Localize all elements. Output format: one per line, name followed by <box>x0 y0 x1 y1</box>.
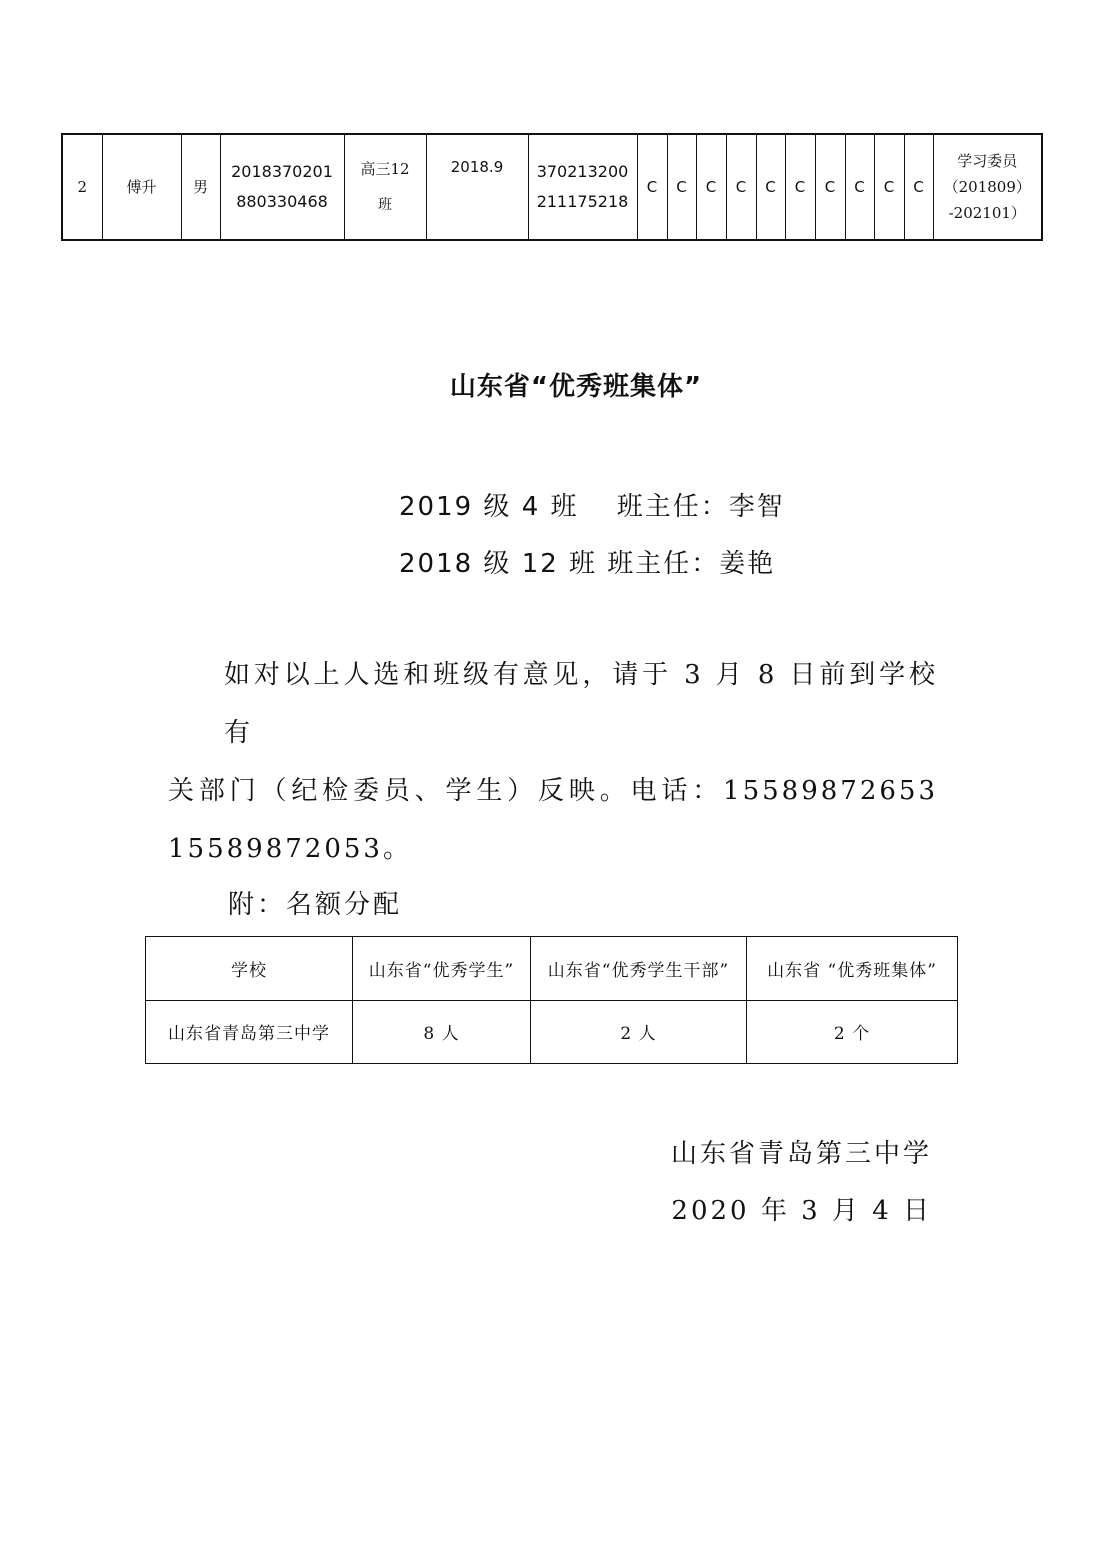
class-line-2018: 2018 级 12 班 班主任：姜艳 <box>399 549 776 579</box>
student-name: 傅升 <box>102 134 181 240</box>
signature-school: 山东省青岛第三中学 <box>670 1139 932 1169</box>
header-excellent-student: 山东省“优秀学生” <box>353 937 531 1001</box>
quota-table <box>145 936 958 1064</box>
notice-paragraph <box>168 646 938 878</box>
student-id-line2: 880330468 <box>236 192 328 211</box>
grade-cell: C <box>667 134 696 240</box>
grade-cell: C <box>874 134 904 240</box>
grade-cell: C <box>696 134 726 240</box>
row-index: 2 <box>62 134 102 240</box>
cell-student-quota: 8 人 <box>353 1000 531 1064</box>
table-row <box>62 134 1042 240</box>
position-line1: 学习委员 <box>957 151 1018 170</box>
header-excellent-cadre: 山东省“优秀学生干部” <box>531 937 747 1001</box>
position-line3: -202101） <box>948 204 1026 223</box>
table-header-row <box>146 937 958 1001</box>
cell-school: 山东省青岛第三中学 <box>146 1000 353 1064</box>
student-id-line1: 2018370201 <box>231 161 333 181</box>
id-card-line2: 211175218 <box>536 192 629 211</box>
student-gender: 男 <box>181 134 220 240</box>
grade-cell: C <box>845 134 874 240</box>
student-class <box>344 134 426 240</box>
notice-line2: 关部门（纪检委员、学生）反映。电话：15589872653 <box>168 776 938 806</box>
grade-cell: C <box>726 134 756 240</box>
enroll-date: 2018.9 <box>426 134 528 240</box>
class-line2: 班 <box>378 196 392 213</box>
header-school: 学校 <box>146 937 353 1001</box>
student-row-table <box>61 133 1043 241</box>
appendix-label: 附：名额分配 <box>228 890 403 920</box>
grade-cell: C <box>785 134 815 240</box>
grade-cell: C <box>904 134 933 240</box>
grade-cell: C <box>756 134 785 240</box>
section-title: 山东省“优秀班集体” <box>449 372 703 402</box>
table-row <box>146 1000 958 1064</box>
cell-class-quota: 2 个 <box>747 1000 958 1064</box>
id-card <box>528 134 637 240</box>
class-line1: 高三12 <box>360 160 410 179</box>
id-card-line1: 370213200 <box>536 161 629 181</box>
class-line-2019: 2019 级 4 班 班主任：李智 <box>399 492 785 522</box>
header-excellent-class: 山东省 “优秀班集体” <box>747 937 958 1001</box>
student-id <box>220 134 344 240</box>
notice-line3: 15589872053。 <box>168 834 412 864</box>
position-line2: （201809） <box>943 177 1031 196</box>
signature-date: 2020 年 3 月 4 日 <box>671 1196 932 1226</box>
cell-cadre-quota: 2 人 <box>531 1000 747 1064</box>
position <box>933 134 1042 240</box>
notice-line1: 如对以上人选和班级有意见，请于 3 月 8 日前到学校有 <box>224 660 938 748</box>
grade-cell: C <box>637 134 667 240</box>
grade-cell: C <box>815 134 845 240</box>
